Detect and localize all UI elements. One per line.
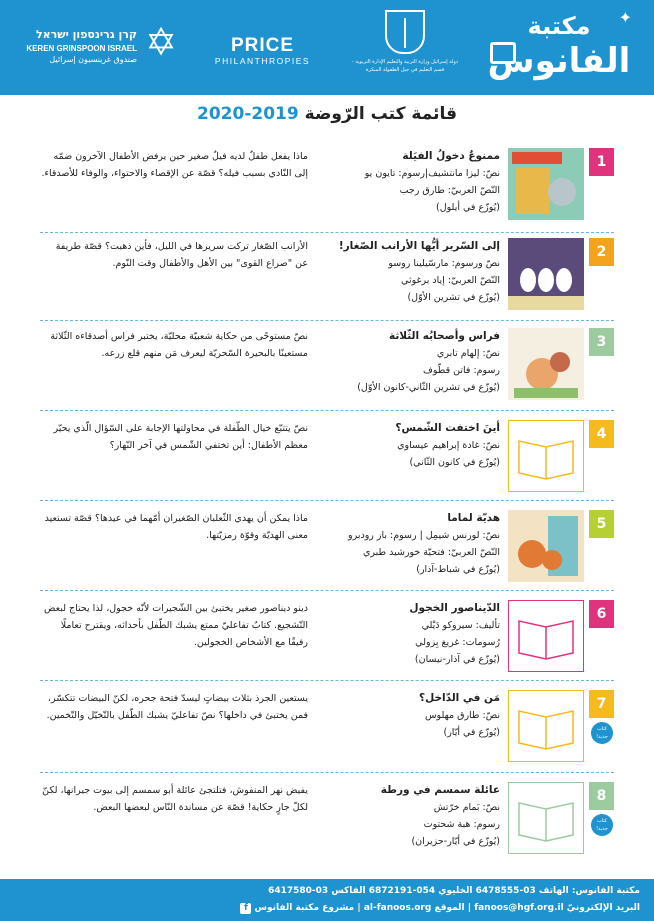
book-translator: النّصّ العربيّ: فتحيّة خورشيد طبري	[362, 547, 500, 558]
book-number: 1	[589, 148, 614, 176]
book-icon	[490, 42, 516, 64]
price-sub: PHILANTHROPIES	[214, 56, 311, 66]
book-distribution: (يُوزّع في شباط-آذار)	[416, 564, 500, 575]
divider	[40, 320, 614, 321]
book-title: إلى السّرير أيُّها الأرانب الصّغار!	[338, 240, 500, 252]
book-cover-2	[508, 238, 584, 310]
ministry-emblem	[350, 10, 460, 88]
book-meta	[320, 690, 500, 741]
book-outline-icon	[509, 783, 583, 853]
book-author: نصّ: ليزا مانتشيف|رسوم: تايون يو	[364, 168, 500, 179]
brand-line2: الفانوس	[487, 41, 631, 81]
book-distribution: (يُوزّع في تشرين الثّاني-كانون الأوّل)	[357, 382, 500, 393]
grinspoon-logo	[12, 20, 177, 78]
book-translator: النّصّ العربيّ: إياد برغوثي	[401, 275, 500, 286]
footer-web-line	[14, 900, 640, 917]
book-outline-icon	[509, 601, 583, 671]
book-illustrator: رسوم: هبة شحتوت	[423, 819, 500, 830]
book-distribution: (يُوزّع في كانون الثّاني)	[409, 457, 500, 468]
grinspoon-english: KEREN GRINSPOON ISRAEL	[26, 44, 137, 53]
book-cover-7	[508, 690, 584, 762]
cover-illustration	[508, 238, 584, 310]
book-author: نصّ: طارق مهلوس	[424, 710, 500, 721]
menorah-icon	[385, 10, 425, 54]
book-distribution: (يُوزّع في آذار-نيسان)	[414, 654, 500, 665]
book-number: 3	[589, 328, 614, 356]
divider	[40, 772, 614, 773]
divider	[40, 680, 614, 681]
book-description: يستعين الجرذ بثلاث بيضاتٍ ليسدّ فتحة جحره، لكنّ البيضات تتكسّر، فمن يختبئ في داخلها؟ نصّ تفاعليّ يشبك الطّفل بالتّخيّل والتّخمين.	[46, 693, 308, 721]
price-name: PRICE	[230, 35, 295, 56]
book-cover-6	[508, 600, 584, 672]
cover-illustration	[508, 510, 584, 582]
book-author: نصّ ورسوم: مارسّيلينا روسو	[388, 258, 500, 269]
new-book-badge: كتاب جديد!	[591, 814, 613, 836]
footer-phone-line: مكتبة الفانوس: الهاتف 03-6478555 الخليوي 054-6872191 الفاكس 03-6417580	[268, 886, 640, 896]
cover-illustration	[508, 148, 584, 220]
star-icon: ✦	[618, 8, 632, 27]
book-description: دينو ديناصور صغير يختبئ بين الشّجيرات لأنّه خجول، لذا يحتاج لبعض التّشجيع. كتابٌ تفاعليّ ممتع يشبك الطّفل بأحداثه، ويقترح تعاملًا رفيقًا مع الأشخاص الخجولين.	[43, 603, 308, 648]
book-number: 4	[589, 420, 614, 448]
facebook-icon[interactable]: f	[240, 903, 251, 914]
brand-line1: مكتبة	[527, 12, 591, 40]
grinspoon-hebrew: קרן גרינספון ישראל	[35, 28, 137, 41]
book-description: ماذا يمكن أن يهدي الثّعلبان الصّغيران أمّهما في عيدها؟ قصّة تستعيد معنى الهديّة وقوّة رمزيّتها.	[44, 513, 308, 541]
book-illustrator: رسوم: فاتن قطّوف	[423, 365, 500, 376]
divider	[40, 232, 614, 233]
star-of-david-icon: ✡	[145, 20, 177, 64]
book-distribution: (يُوزّع في أيّار)	[443, 727, 500, 738]
book-distribution: (يُوزّع في أيّار-حزيران)	[411, 836, 500, 847]
book-meta	[320, 420, 500, 471]
book-title: هديّة لماما	[447, 512, 500, 524]
book-description: يفيض نهر المنفوش، فتلتجئ عائلة أبو سمسم إلى بيوت جيرانها، لكنّ لكلّ جارٍ حكاية! قصّة عن مساندة النّاس لبعضها البعض.	[42, 785, 308, 813]
book-number: 2	[589, 238, 614, 266]
book-meta	[320, 782, 500, 850]
header-banner	[0, 0, 654, 95]
book-title: عائلة سمسم في ورطة	[380, 784, 500, 796]
book-number: 6	[589, 600, 614, 628]
book-title: فراس وأصحابُه الثّلاثة	[388, 330, 500, 342]
book-distribution: (يُوزّع في أيلول)	[436, 202, 500, 213]
book-meta	[320, 238, 500, 306]
book-description: نصّ يتتبّع خيال الطّفلة في محاولتها الإجابة على السّؤال الّذي يحيّر معظم الأطفال: أين تختفي الشّمس في آخر النّهار؟	[53, 423, 308, 451]
book-number: 5	[589, 510, 614, 538]
book-meta	[320, 148, 500, 216]
fanoos-logo[interactable]	[484, 10, 634, 88]
page-title-text: قائمة كتب الرّوضة	[304, 104, 457, 124]
book-meta	[320, 510, 500, 578]
book-meta	[320, 600, 500, 668]
book-title: أينَ اختفت الشّمس؟	[395, 422, 500, 434]
book-distribution: (يُوزّع في تشرين الأوّل)	[407, 292, 500, 303]
book-outline-icon	[509, 691, 583, 761]
book-title: مَن في الدّاخل؟	[419, 692, 500, 704]
divider	[40, 500, 614, 501]
cover-illustration	[508, 328, 584, 400]
book-cover-8	[508, 782, 584, 854]
book-author: نصّ: إلهام تابري	[436, 348, 500, 359]
book-author: نصّ: لورنس شيمِل | رسوم: باز رودبرو	[347, 530, 500, 541]
book-number: 8	[589, 782, 614, 810]
book-title: الدّيناصور الخجول	[409, 602, 500, 614]
page-title	[0, 104, 654, 124]
book-number: 7	[589, 690, 614, 718]
ministry-text: دولة إسرائيل وزارة التربية والتعليم الإدارة التربوية - قسم التعليم في جيل الطفولة المبكرة	[351, 59, 459, 73]
divider	[40, 410, 614, 411]
book-cover-5	[508, 510, 584, 582]
book-cover-3	[508, 328, 584, 400]
book-outline-icon	[509, 421, 583, 491]
book-description: ماذا يفعل طفلٌ لديه فيلٌ صغير حين يرفض الأطفال الآخرون ضمّه إلى النّادي بسبب فيله؟ قصّة عن الإقصاء والاحتواء، والوفاء للأصدقاء.	[41, 151, 308, 179]
book-meta	[320, 328, 500, 396]
book-description: الأرانب الصّغار تركت سريرها في الليل، فأين ذهبت؟ قصّة طريفة عن "صراع القوى" بين الأهل والأطفال وقت النّوم.	[55, 241, 308, 269]
grinspoon-arabic: صندوق غرينسبون إسرائيل	[49, 55, 137, 64]
page-title-year: 2019-2020	[197, 104, 299, 124]
price-philanthropies-logo	[205, 36, 320, 66]
book-author: نصّ: بَمام خرّتش	[433, 802, 500, 813]
book-description: نصّ مستوحًى من حكاية شعبيّة محليّة، يختبر فراس أصدقاءه الثّلاثة مستعينًا بالبحيرة السّحريّة ليعرف مَن منهم قلع زرعه.	[50, 331, 308, 359]
divider	[40, 590, 614, 591]
new-book-badge: كتاب جديد!	[591, 722, 613, 744]
book-translator: النّصّ العربيّ: طارق رجب	[399, 185, 500, 196]
book-illustrator: رُسومات: غريغ بِزولي	[415, 637, 500, 648]
footer-contact	[0, 879, 654, 921]
book-cover-1	[508, 148, 584, 220]
book-cover-4	[508, 420, 584, 492]
book-author: تأليف: سيروكو دَيْلي	[421, 620, 500, 631]
book-author: نصّ: غادة إبراهيم عيساوي	[397, 440, 500, 451]
footer-web-text[interactable]: البريد الإلكترونيّ fanoos@hgf.org.il | الموقع al-fanoos.org | مشروع مكتبة الفانوس	[254, 903, 640, 913]
book-title: ممنوعٌ دخولُ الفيَلة	[402, 150, 500, 162]
